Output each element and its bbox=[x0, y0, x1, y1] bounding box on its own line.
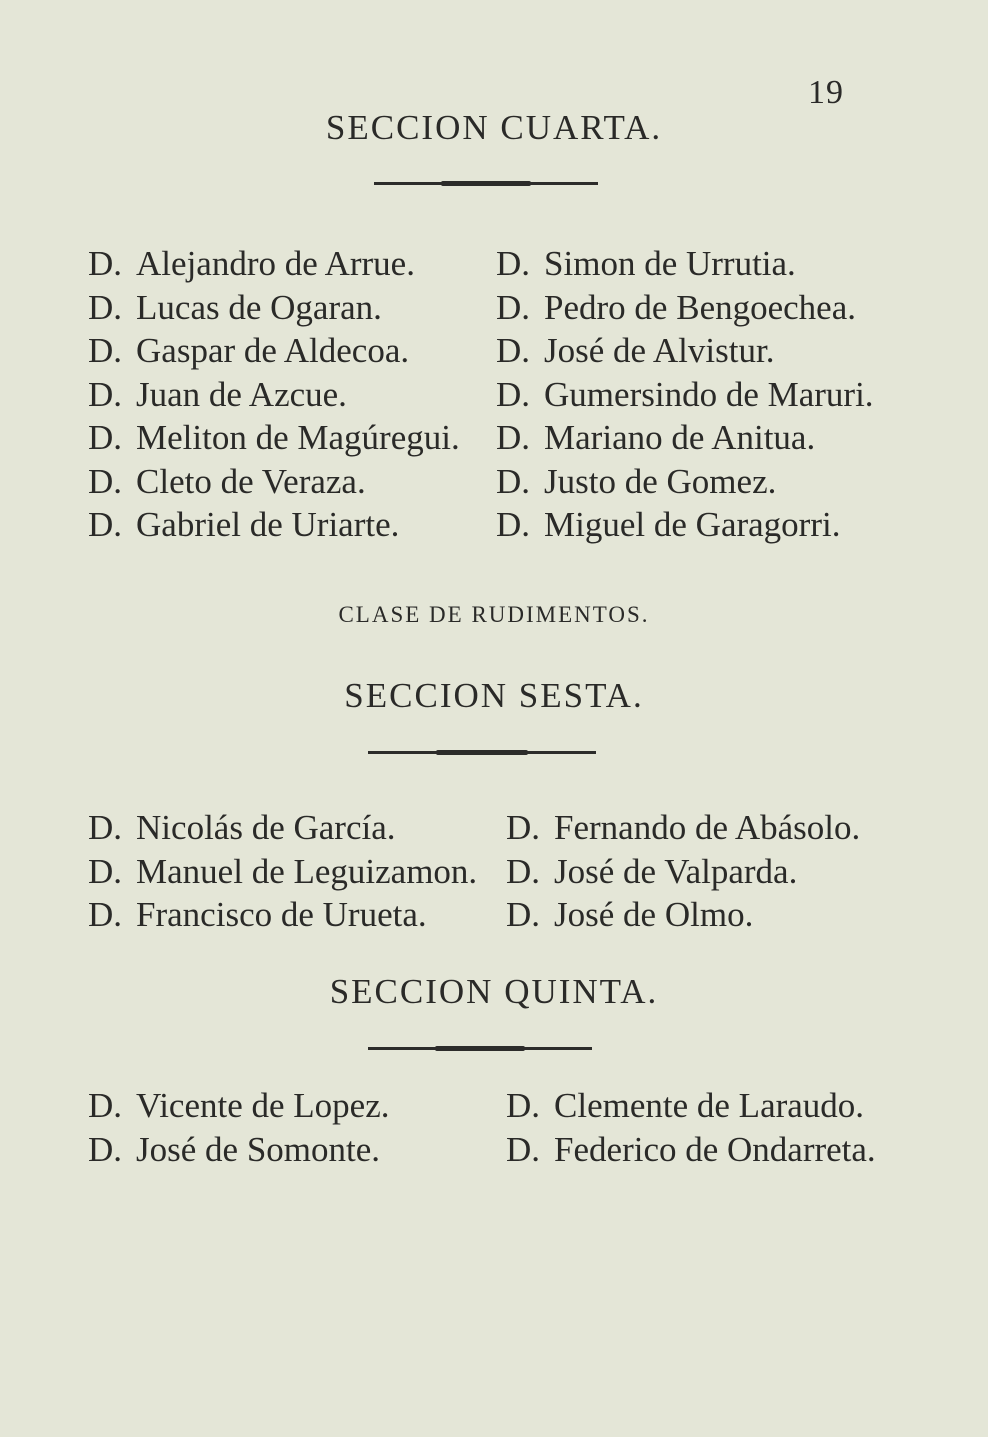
list-item bbox=[506, 893, 860, 937]
list-item bbox=[496, 242, 874, 286]
honorific: D. bbox=[88, 331, 123, 370]
list-item bbox=[88, 242, 460, 286]
honorific: D. bbox=[88, 244, 123, 283]
section-rule bbox=[374, 182, 598, 185]
name-list-sesta-right bbox=[506, 806, 860, 937]
person-name: Simon de Urrutia. bbox=[544, 244, 796, 283]
list-item bbox=[88, 329, 460, 373]
name-list-quinta-right bbox=[506, 1084, 876, 1171]
honorific: D. bbox=[506, 808, 541, 847]
list-item bbox=[496, 329, 874, 373]
section-rule bbox=[368, 1047, 592, 1050]
person-name: Mariano de Anitua. bbox=[544, 418, 816, 457]
list-item bbox=[88, 373, 460, 417]
honorific: D. bbox=[496, 505, 531, 544]
honorific: D. bbox=[506, 1129, 541, 1169]
name-list-quinta-left bbox=[88, 1084, 390, 1171]
honorific: D. bbox=[88, 1129, 123, 1169]
honorific: D. bbox=[496, 287, 531, 327]
list-item bbox=[506, 850, 860, 894]
list-item bbox=[506, 1084, 876, 1128]
honorific: D. bbox=[496, 461, 531, 501]
person-name: José de Valparda. bbox=[554, 851, 798, 891]
list-item bbox=[88, 806, 477, 850]
name-list-sesta-left bbox=[88, 806, 477, 937]
list-item bbox=[88, 416, 460, 460]
honorific: D. bbox=[88, 895, 123, 934]
person-name: Clemente de Laraudo. bbox=[554, 1086, 865, 1125]
list-item bbox=[88, 850, 477, 894]
person-name: Cleto de Veraza. bbox=[136, 461, 366, 501]
person-name: José de Olmo. bbox=[554, 895, 754, 934]
list-item bbox=[88, 286, 460, 330]
person-name: Gaspar de Aldecoa. bbox=[136, 331, 410, 370]
list-item bbox=[88, 460, 460, 504]
person-name: José de Alvistur. bbox=[544, 331, 775, 370]
person-name: Miguel de Garagorri. bbox=[544, 505, 841, 544]
person-name: Vicente de Lopez. bbox=[136, 1086, 390, 1125]
list-item bbox=[496, 373, 874, 417]
person-name: José de Somonte. bbox=[136, 1129, 381, 1169]
section-rule bbox=[368, 751, 596, 754]
person-name: Meliton de Magúregui. bbox=[136, 418, 460, 457]
page-number: 19 bbox=[808, 74, 844, 111]
honorific: D. bbox=[496, 244, 531, 283]
list-item bbox=[496, 416, 874, 460]
honorific: D. bbox=[496, 374, 531, 414]
list-item bbox=[88, 503, 460, 547]
person-name: Gumersindo de Maruri. bbox=[544, 374, 874, 414]
honorific: D. bbox=[88, 461, 123, 501]
person-name: Federico de Ondarreta. bbox=[554, 1129, 876, 1169]
honorific: D. bbox=[506, 851, 541, 891]
honorific: D. bbox=[88, 374, 123, 414]
name-list-cuarta-left bbox=[88, 242, 460, 547]
name-list-cuarta-right bbox=[496, 242, 874, 547]
honorific: D. bbox=[506, 1086, 541, 1125]
list-item bbox=[496, 286, 874, 330]
section-heading-sesta: SECCION SESTA. bbox=[344, 676, 644, 715]
list-item bbox=[506, 806, 860, 850]
honorific: D. bbox=[88, 287, 123, 327]
person-name: Juan de Azcue. bbox=[136, 374, 347, 414]
person-name: Pedro de Bengoechea. bbox=[544, 287, 856, 327]
list-item bbox=[88, 893, 477, 937]
person-name: Manuel de Leguizamon. bbox=[136, 851, 478, 891]
list-item bbox=[496, 503, 874, 547]
section-heading-cuarta: SECCION CUARTA. bbox=[325, 108, 663, 147]
person-name: Francisco de Urueta. bbox=[136, 895, 427, 934]
honorific: D. bbox=[506, 895, 541, 934]
list-item bbox=[496, 460, 874, 504]
list-item bbox=[506, 1128, 876, 1172]
list-item bbox=[88, 1128, 390, 1172]
person-name: Lucas de Ogaran. bbox=[136, 287, 382, 327]
honorific: D. bbox=[496, 331, 531, 370]
person-name: Fernando de Abásolo. bbox=[554, 808, 861, 847]
class-subheading: CLASE DE RUDIMENTOS. bbox=[338, 602, 650, 627]
honorific: D. bbox=[88, 851, 123, 891]
person-name: Alejandro de Arrue. bbox=[136, 244, 415, 283]
honorific: D. bbox=[88, 505, 123, 544]
person-name: Nicolás de García. bbox=[136, 808, 396, 847]
section-heading-quinta: SECCION QUINTA. bbox=[329, 972, 659, 1011]
honorific: D. bbox=[496, 418, 531, 457]
honorific: D. bbox=[88, 418, 123, 457]
person-name: Gabriel de Uriarte. bbox=[136, 505, 400, 544]
honorific: D. bbox=[88, 808, 123, 847]
person-name: Justo de Gomez. bbox=[544, 461, 777, 501]
list-item bbox=[88, 1084, 390, 1128]
honorific: D. bbox=[88, 1086, 123, 1125]
